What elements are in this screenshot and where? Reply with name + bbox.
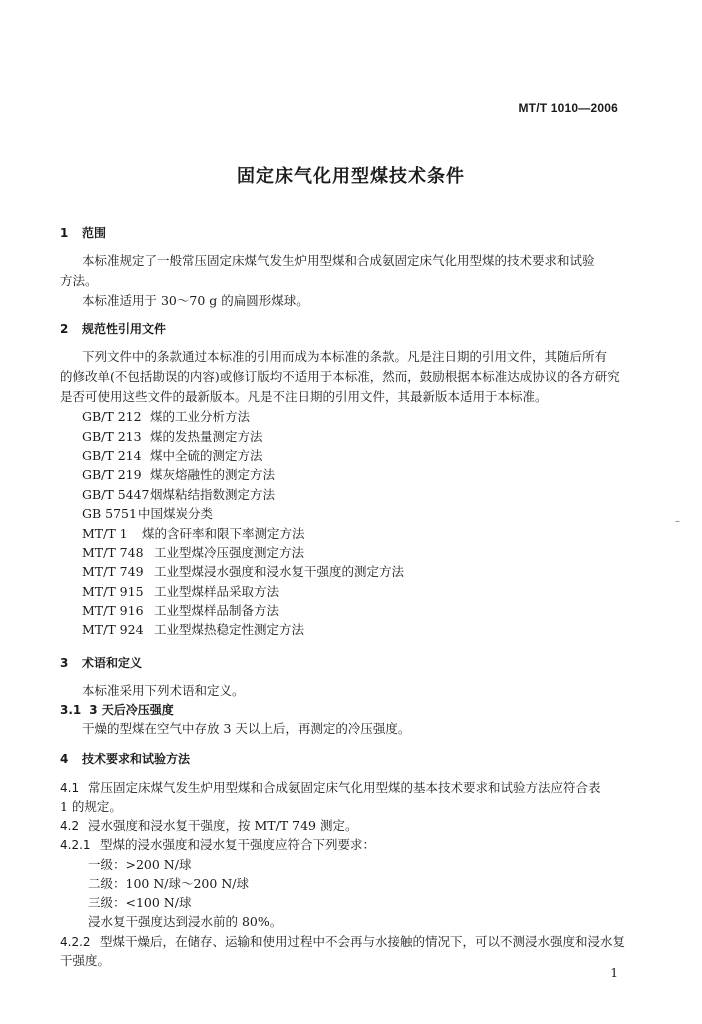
section-1-paragraph-line: 方法。 bbox=[60, 273, 98, 288]
clause-4-2-2-line: 4.2.2 型煤干燥后，在储存、运输和使用过程中不会再与水接触的情况下，可以不测浸水强度和浸水复 bbox=[60, 934, 626, 949]
section-3-heading: 3 术语和定义 bbox=[60, 656, 143, 670]
section-4-heading: 4 技术要求和试验方法 bbox=[60, 752, 191, 766]
strength-level-2: 二级：100 N/球～200 N/球 bbox=[88, 876, 249, 891]
clause-4-2-1: 4.2.1 型煤的浸水强度和浸水复干强度应符合下列要求： bbox=[60, 837, 376, 852]
reference-item: GB/T 219 煤灰熔融性的测定方法 bbox=[82, 467, 276, 482]
clause-4-2-2-line: 干强度。 bbox=[60, 953, 111, 968]
term-3-1-heading: 3.1 3 天后冷压强度 bbox=[60, 703, 174, 717]
scan-mark: – bbox=[675, 516, 680, 527]
reference-item: MT/T 748 工业型煤冷压强度测定方法 bbox=[82, 545, 305, 560]
reference-item: GB/T 212 煤的工业分析方法 bbox=[82, 409, 251, 424]
clause-4-1-line: 4.1 常压固定床煤气发生炉用型煤和合成氨固定床气化用型煤的基本技术要求和试验方法应符合表 bbox=[60, 780, 601, 795]
reference-item: MT/T 924 工业型煤热稳定性测定方法 bbox=[82, 622, 305, 637]
section-2-intro-line: 是否可使用这些文件的最新版本。凡是不注日期的引用文件，其最新版本适用于本标准。 bbox=[60, 389, 548, 404]
clause-4-2: 4.2 浸水强度和浸水复干强度，按 MT/T 749 测定。 bbox=[60, 818, 358, 833]
reference-item: GB/T 5447烟煤粘结指数测定方法 bbox=[82, 487, 276, 502]
section-1-heading: 1 范围 bbox=[60, 226, 107, 240]
section-2-intro-line: 的修改单(不包括勘误的内容)或修订版均不适用于本标准，然而，鼓励根据本标准达成协议的各方研究 bbox=[60, 369, 620, 384]
strength-level-3: 三级：<100 N/球 bbox=[88, 895, 192, 910]
recovery-requirement: 浸水复干强度达到浸水前的 80%。 bbox=[88, 914, 283, 929]
section-2-heading: 2 规范性引用文件 bbox=[60, 322, 167, 336]
reference-item: GB/T 214 煤中全硫的测定方法 bbox=[82, 448, 263, 463]
reference-item: GB 5751中国煤炭分类 bbox=[82, 506, 214, 521]
section-2-intro-line: 下列文件中的条款通过本标准的引用而成为本标准的条款。凡是注日期的引用文件，其随后所有 bbox=[82, 349, 608, 364]
section-1-scope-paragraph: 本标准适用于 30～70 g 的扁圆形煤球。 bbox=[82, 293, 309, 308]
reference-item: MT/T 749 工业型煤浸水强度和浸水复干强度的测定方法 bbox=[82, 564, 405, 579]
page-number: 1 bbox=[610, 966, 618, 980]
reference-item: MT/T 1 煤的含矸率和限下率测定方法 bbox=[82, 526, 305, 541]
clause-4-1-line: 1 的规定。 bbox=[60, 799, 122, 814]
document-title: 固定床气化用型煤技术条件 bbox=[237, 166, 465, 187]
standard-code: MT/T 1010—2006 bbox=[518, 101, 618, 115]
reference-item: GB/T 213 煤的发热量测定方法 bbox=[82, 429, 263, 444]
term-3-1-definition: 干燥的型煤在空气中存放 3 天以上后，再测定的冷压强度。 bbox=[82, 721, 411, 736]
reference-item: MT/T 915 工业型煤样品采取方法 bbox=[82, 584, 280, 599]
section-3-intro: 本标准采用下列术语和定义。 bbox=[82, 683, 245, 698]
strength-level-1: 一级：>200 N/球 bbox=[88, 857, 192, 872]
section-1-paragraph-line: 本标准规定了一般常压固定床煤气发生炉用型煤和合成氨固定床气化用型煤的技术要求和试验 bbox=[82, 253, 595, 268]
reference-item: MT/T 916 工业型煤样品制备方法 bbox=[82, 603, 280, 618]
